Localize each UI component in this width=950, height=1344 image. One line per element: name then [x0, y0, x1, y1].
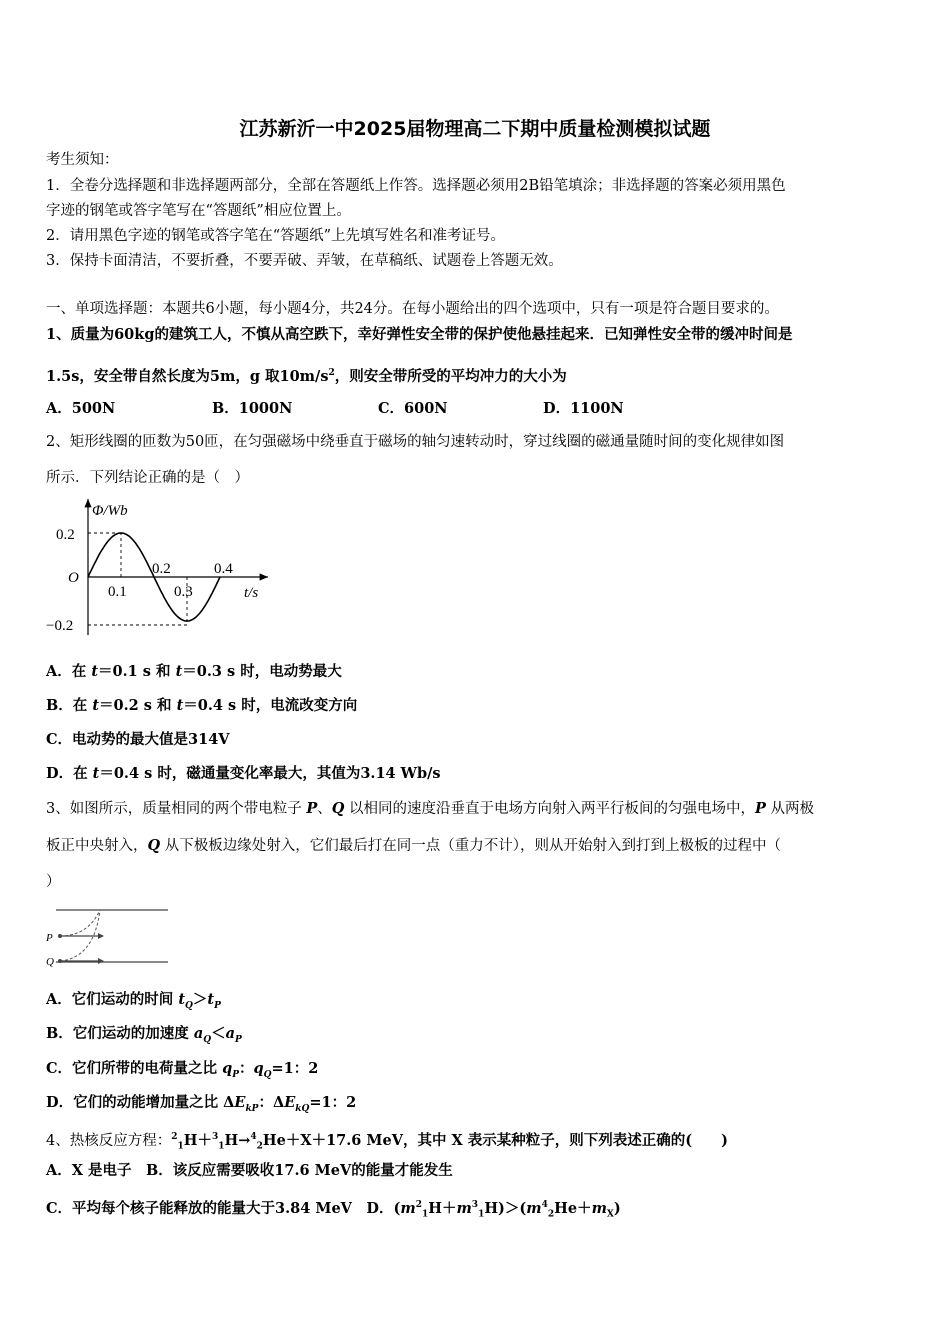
section-heading: 一、单项选择题：本题共6小题，每小题4分，共24分。在每小题给出的四个选项中，只有一项是符合题目要求的。 — [46, 301, 779, 317]
page-title: 江苏新沂一中2025届物理高二下期中质量检测模拟试题 — [239, 118, 711, 140]
x-tick-label: 0.2 — [152, 561, 171, 577]
q3-option-b: B．它们运动的加速度 $a_Q<a_P$ — [46, 1025, 242, 1045]
q3-stem-line3: ） — [46, 874, 61, 890]
q2-stem-line2: 所示．下列结论正确的是（ ） — [46, 470, 249, 486]
parallel-plates-figure — [44, 902, 174, 970]
q1-stem-line2: 1.5s，安全带自然长度为5m，g 取$10m/s^2$，则安全带所受的平均冲力的大小为 — [46, 367, 567, 385]
q4-options-ab: A．X 是电子 B．该反应需要吸收17.6 MeV的能量才能发生 — [46, 1162, 453, 1179]
notice-heading: 考生须知： — [46, 152, 119, 168]
q1-option-b: B．1000N — [212, 400, 293, 417]
q3-option-d: D．它们的动能增加量之比 $\Delta E_{kP}$：$\Delta E_{kQ}=1$：2 — [46, 1094, 357, 1114]
y-axis-label: Φ/Wb — [92, 503, 128, 519]
q4-stem: 4、热核反应方程：$^2_1$H＋$^3_1$H→$^4_2$He＋X＋17.6 MeV，其中 X 表示某种粒子，则下列表述正确的( ) — [46, 1131, 729, 1152]
label-q: Q — [46, 956, 54, 968]
x-tick-label: 0.3 — [174, 584, 193, 600]
notice-item: 1．全卷分选择题和非选择题两部分，全部在答题纸上作答。选择题必须用2B铅笔填涂；非选择题的答案必须用黑色 — [46, 178, 786, 194]
origin-label: O — [68, 570, 79, 586]
q2-option-c: C．电动势的最大值是314V — [46, 731, 230, 748]
y-top-label: 0.2 — [56, 527, 75, 543]
label-p: P — [46, 932, 53, 944]
q1-option-d: D．1100N — [543, 400, 624, 417]
q1-stem-line1: 1、质量为60kg的建筑工人，不慎从高空跌下，幸好弹性安全带的保护使他悬挂起来．已知弹性安全带的缓冲时间是 — [46, 326, 793, 343]
q1-option-c: C．600N — [378, 400, 448, 417]
x-tick-label: 0.4 — [214, 561, 233, 577]
notice-item: 字迹的钢笔或答字笔写在“答题纸”相应位置上。 — [46, 203, 351, 219]
q3-stem-line1: 3、如图所示，质量相同的两个带电粒子 P、Q 以相同的速度沿垂直于电场方向射入两平行板间的匀强电场中，P 从两极 — [46, 800, 815, 817]
notice-item: 2．请用黑色字迹的钢笔或答字笔在“答题纸”上先填写姓名和准考证号。 — [46, 228, 506, 244]
q1-option-a: A．500N — [46, 400, 116, 417]
q3-stem-line2: 板正中央射入，Q 从下极板边缘处射入，它们最后打在同一点（重力不计），则从开始射入到打到上极板的过程中（ — [46, 837, 781, 854]
q3-option-c: C．它们所带的电荷量之比 $q_P$：$q_Q=1$：2 — [46, 1060, 319, 1080]
q2-stem-line1: 2、矩形线圈的匝数为50匝，在匀强磁场中绕垂直于磁场的轴匀速转动时，穿过线圈的磁通量随时间的变化规律如图 — [46, 434, 785, 450]
x-axis-label: t/s — [244, 585, 259, 601]
q4-options-cd: C．平均每个核子能释放的能量大于3.84 MeV D．$(m^2_1H+m^3_1H)>(m^4_2He+m_X)$ — [46, 1199, 621, 1220]
y-bottom-label: −0.2 — [46, 618, 74, 634]
q3-option-a: A．它们运动的时间 $t_Q>t_P$ — [46, 991, 221, 1011]
flux-time-graph — [46, 495, 276, 640]
notice-item: 3．保持卡面清洁，不要折叠，不要弄破、弄皱，在草稿纸、试题卷上答题无效。 — [46, 253, 563, 269]
q2-option-b: B．在 t＝0.2 s 和 t＝0.4 s 时，电流改变方向 — [46, 697, 358, 714]
q2-option-a: A．在 t＝0.1 s 和 t＝0.3 s 时，电动势最大 — [46, 663, 342, 680]
x-tick-label: 0.1 — [108, 584, 127, 600]
trajectory-p — [60, 910, 100, 936]
q2-option-d: D．在 t＝0.4 s 时，磁通量变化率最大，其值为3.14 Wb/s — [46, 765, 441, 782]
